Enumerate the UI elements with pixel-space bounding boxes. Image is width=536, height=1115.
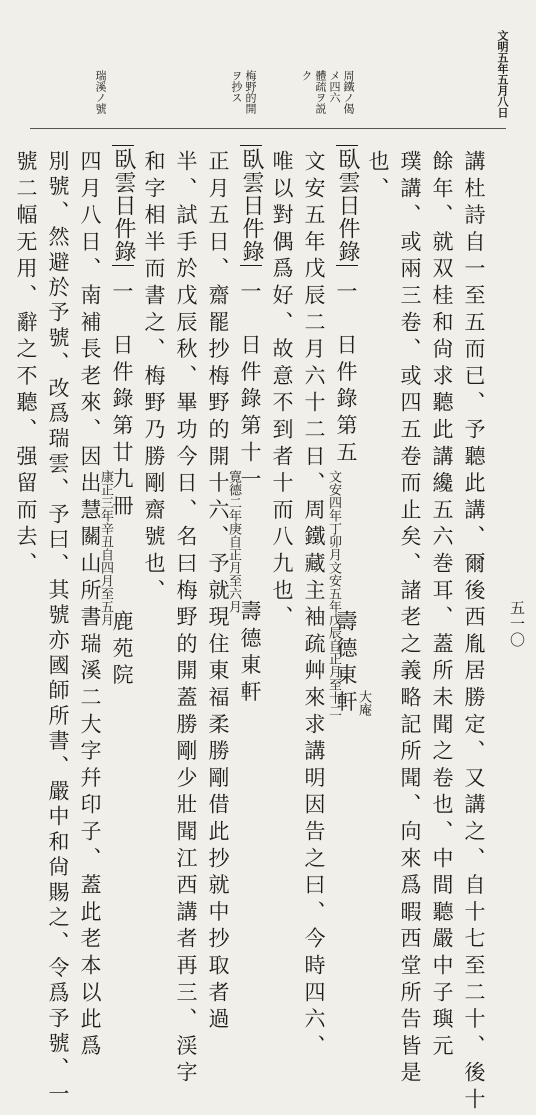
text-column: 壽德東軒 bbox=[238, 600, 262, 708]
section-title: 臥雲日件錄 bbox=[240, 145, 262, 266]
text-column: 唯以對偶爲好、故意不到者十而八九也、 bbox=[270, 150, 294, 633]
margin-note: 梅野的開 bbox=[244, 70, 257, 114]
subnote: 文安四年丁卯月文安五年戊辰自正月至十二 bbox=[326, 470, 341, 717]
text-column: 號二幅无用、辭之不聽、强留而去、 bbox=[14, 150, 38, 579]
text-column: 壽德東軒 bbox=[334, 610, 358, 718]
margin-note: メ四六 bbox=[328, 70, 341, 103]
margin-note: 體疏ヲ説 bbox=[314, 70, 327, 114]
text-column: 四月八日、南補長老來、因出慧關山所書瑞溪二大字幷印子、蓋此老本以此爲 bbox=[78, 150, 102, 1062]
text-column: 一 日件錄第五 bbox=[334, 280, 358, 468]
text-column: 正月五日、齋罷抄梅野的開十六、予就現住東福柔勝剛借此抄就中抄取者過 bbox=[206, 150, 230, 1035]
text-column: 璞講、或兩三卷、或四五卷而止矣、諸老之義略記所聞、向來爲暇西堂所告皆是 bbox=[398, 150, 422, 1088]
header-divider bbox=[30, 128, 506, 129]
subnote: 康正三年辛丑自四月至五月 bbox=[98, 470, 113, 626]
text-column: 餘年、就双桂和尙求聽此講纔五六巻耳、蓋所未聞之卷也、中間聽嚴中子璵元 bbox=[430, 150, 454, 1062]
subnote: 寛德二年庚自正月至六月 bbox=[226, 470, 241, 613]
margin-note: 周鐵ノ偈 bbox=[342, 70, 355, 114]
text-column: 別號、然避於予號、改爲瑞雲、予曰、其號亦國師所書、嚴中和尙賜之、令爲予號、一 bbox=[46, 150, 70, 1108]
section-title: 臥雲日件錄 bbox=[336, 145, 358, 266]
running-date: 文明五年五月八日 bbox=[496, 30, 509, 118]
section-title: 臥雲日件錄 bbox=[112, 145, 134, 266]
page-number: 五一〇 bbox=[508, 600, 526, 648]
text-column: 一 日件錄第十一 bbox=[238, 280, 262, 495]
margin-note: ク bbox=[300, 70, 313, 81]
text-column: 和字相半而書之、梅野乃勝剛齋號也、 bbox=[142, 150, 166, 606]
margin-note: 瑞溪ノ號 bbox=[94, 70, 107, 114]
margin-note: ヲ抄ス bbox=[230, 70, 243, 103]
text-column: 鹿苑院 bbox=[110, 610, 134, 691]
text-column: 一 日件錄第廿九冊 bbox=[110, 280, 134, 522]
text-column: 講杜詩自一至五而已、予聽此講、爾後西胤居勝定、又講之、自十七至二十、後十 bbox=[462, 150, 486, 1115]
text-column: 文安五年戊辰二月六十二日、周鐵藏主袖疏艸來求講明因告之曰、今時四六、 bbox=[302, 150, 326, 1062]
text-column: 半、試手於戊辰秋、畢功今日、名曰梅野的開蓋勝剛少壯聞江西講者再三、渓字 bbox=[174, 150, 198, 1088]
text-column: 也、 bbox=[366, 150, 390, 204]
subnote: 大庵 bbox=[356, 690, 371, 716]
